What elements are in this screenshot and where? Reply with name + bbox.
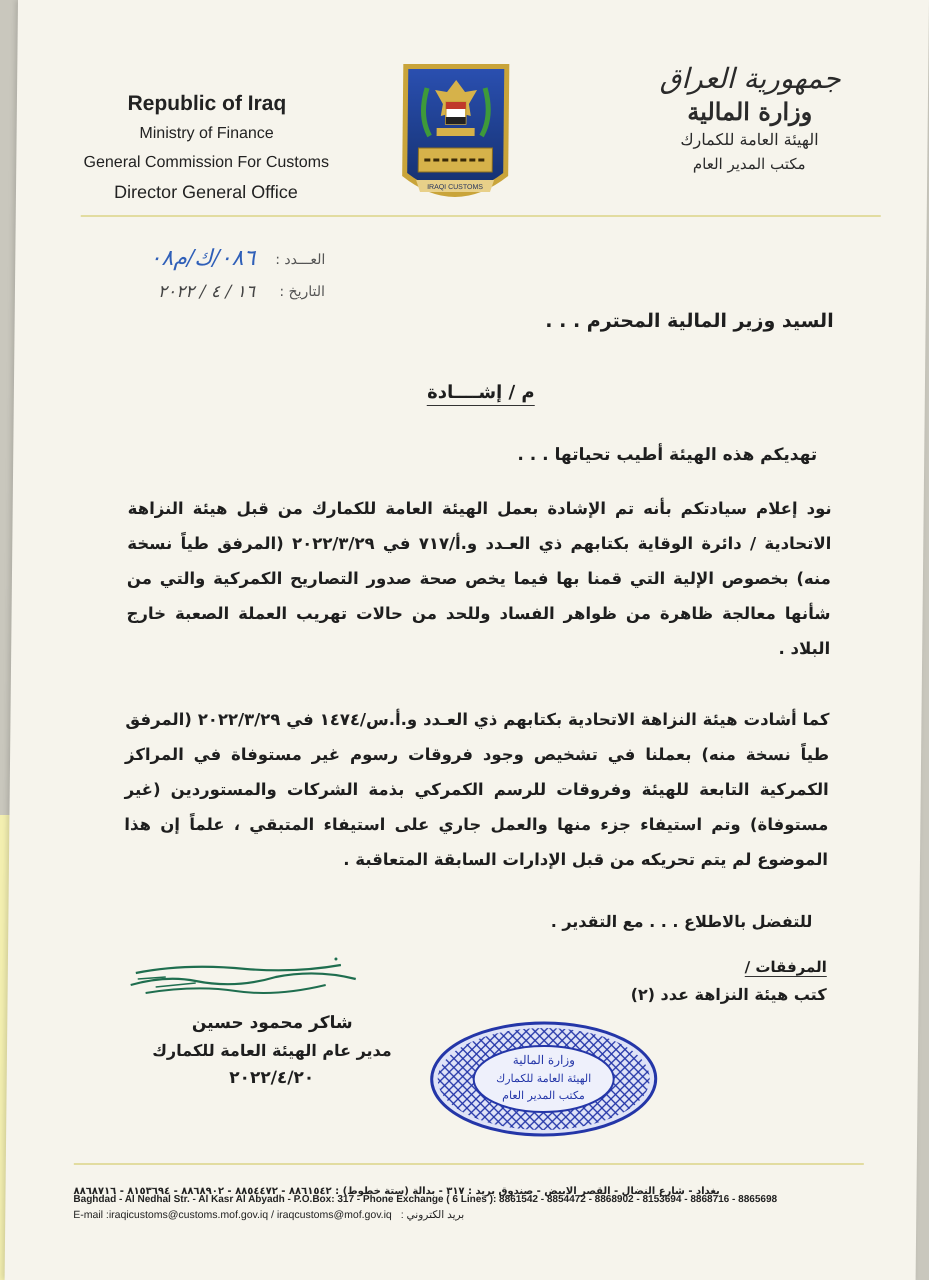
reference-date-label: التاريخ :: [279, 284, 326, 300]
handwritten-signature: [125, 955, 366, 1005]
footer-email-label-ar: بريد الكتروني :: [400, 1209, 465, 1221]
header-divider: [81, 215, 881, 217]
reference-number-label: العـــدد :: [275, 252, 326, 268]
footer-divider: [74, 1163, 864, 1165]
subject-line: [129, 382, 833, 403]
body-paragraph-2: كما أشادت هيئة النزاهة الاتحادية بكتابهم ذي العـدد و.أ.س/١٤٧٤ في ٢٠٢٢/٣/٢٩ (المرفق طياً نسخة منه) بعملنا في تشخيص وجود فروقات رسوم غير مستوفاة في المراكز الكمركية التابعة للهيئة وفروقات للرسم الكمركي بذمة الشركات والمستوردين (غير مستوفاة) وتم استيفاء جزء منها والعمل جاري على استيفاء المتبقي ، علماً إن هذا الموضوع لم يتم تحريكه من قبل الإدارات السابقة المتعاقبة .: [124, 710, 830, 869]
signer-block: [127, 1013, 418, 1088]
signer-role: مدير عام الهيئة العامة للكمارك: [152, 1041, 392, 1060]
footer-email-en: E-mail :iraqicustoms@customs.mof.gov.iq / iraqcustoms@mof.gov.iq: [73, 1209, 392, 1221]
footer-address-en: Baghdad - Al Nedhal Str. - Al Kasr Al Abyadh - P.O.Box: 317 - Phone Exchange ( 6 Lines ): 8861542 - 8854472 - 8868902 - 8153694 - 8868716 - 8865698: [73, 1194, 778, 1205]
footer: [73, 1170, 864, 1221]
reference-date-value: ١٦ / ٤ / ٢٠٢٢: [157, 282, 256, 302]
letterhead-arabic: [629, 62, 870, 173]
body-paragraph-1: نود إعلام سيادتكم بأنه تم الإشادة بعمل الهيئة العامة للكمارك من قبل هيئة النزاهة الاتحادية / دائرة الوقاية بكتابهم ذي العـدد و.أ/٧١٧ في ٢٠٢٢/٣/٢٩ (المرفق طياً نسخة منه) بخصوص الإلية التي قمنا بها فيما يخص صحة صدور التصاريح الكمركية والتي من شأنها معالجة ظاهرة من ظواهر الفساد وللحد من حالات تهريب العملة الصعبة خارج البلاد .: [126, 499, 832, 658]
commission-name-en: General Commission For Customs: [83, 154, 330, 171]
country-name-ar: جمهورية العراق: [659, 62, 841, 95]
footer-address-ar: بغداد - شارع النضال - القصر الابيض - صندوق بريد : ٣١٧ - بدالة (ستة خطوط) : ٨٨٦١٥٤٢ - ٨٨٥٤٤٧٢ - ٨٨٦٨٩٠٢ - ٨١٥٣٦٩٤ - ٨٨٦٨٧١٦: [73, 1186, 720, 1197]
official-stamp: [426, 1018, 662, 1140]
addressee-line: السيد وزير المالية المحترم . . .: [545, 310, 834, 332]
commission-name-ar: الهيئة العامة للكمارك: [680, 130, 819, 149]
letter-page: [5, 0, 929, 1280]
ministry-name-en: Ministry of Finance: [139, 125, 274, 142]
attachments-title: المرفقات /: [744, 958, 827, 976]
greeting-line: تهديكم هذه الهيئة أطيب تحياتها . . .: [517, 445, 818, 465]
stamp-line-2: الهيئة العامة للكمارك: [496, 1072, 592, 1085]
letterhead-english: [56, 92, 357, 203]
attachments-detail: كتب هيئة النزاهة عدد (٢): [630, 985, 827, 1004]
office-name-en: Director General Office: [114, 182, 298, 202]
ministry-name-ar: وزارة المالية: [687, 97, 813, 126]
closing-line: للتفضل بالاطلاع . . . مع التقدير .: [550, 912, 813, 931]
attachments-block: [631, 957, 827, 1004]
stamp-line-1: وزارة المالية: [512, 1053, 576, 1067]
signer-date: ٢٠٢٢/٤/٢٠: [229, 1068, 315, 1088]
reference-number-value: ٠٨٦/ك/م٠٨: [149, 246, 256, 271]
country-name-en: Republic of Iraq: [127, 92, 287, 115]
signer-name: شاكر محمود حسين: [191, 1013, 353, 1033]
office-name-ar: مكتب المدير العام: [692, 155, 806, 173]
stamp-line-3: مكتب المدير العام: [502, 1089, 585, 1102]
customs-emblem-logo: [394, 58, 518, 218]
reference-block: [105, 246, 326, 310]
footer-email-row: [73, 1209, 863, 1221]
emblem-banner-text: IRAQI CUSTOMS: [427, 184, 484, 191]
subject-text: م / إشــــادة: [427, 382, 535, 406]
